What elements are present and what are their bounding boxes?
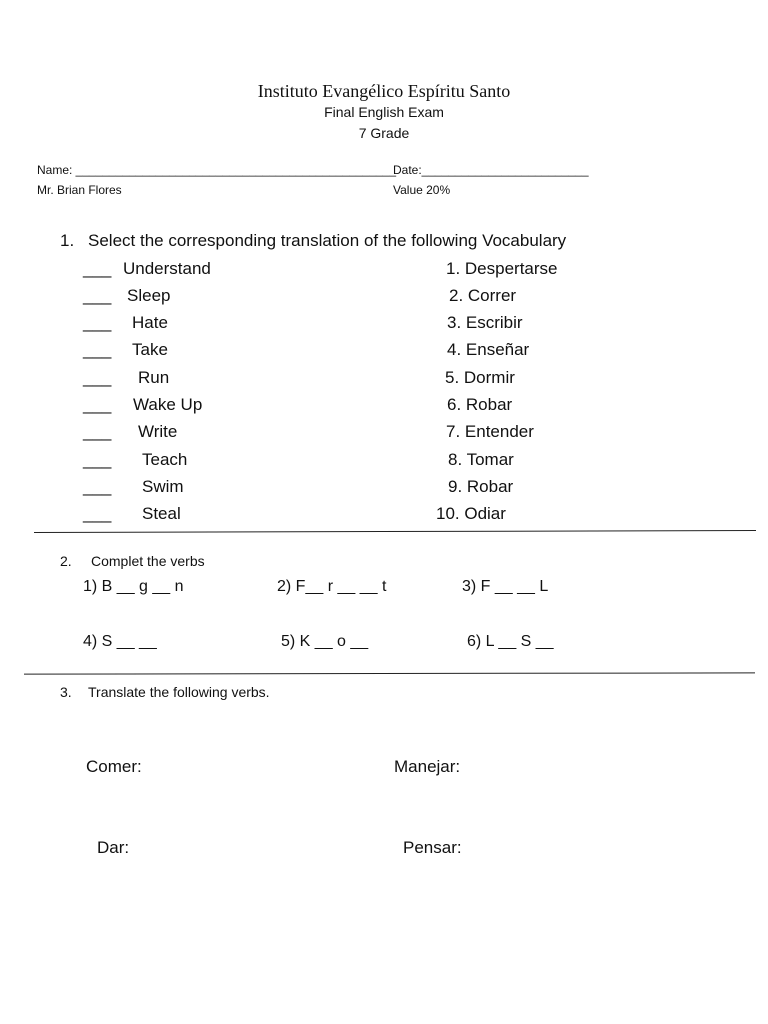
answer-blank: ___ [83, 259, 112, 278]
verb-fill-item: 6) L __ S __ [467, 633, 554, 650]
section1-title: Select the corresponding translation of the following Vocabulary [88, 231, 567, 250]
verb-fill-item: 1) B __ g __ n [83, 578, 184, 595]
vocab-spanish: 6. Robar [447, 395, 513, 414]
vocab-spanish: 9. Robar [448, 477, 514, 496]
section2-title: Complet the verbs [91, 553, 205, 569]
vocab-spanish: 10. Odiar [436, 504, 506, 523]
translate-verb: Comer: [86, 757, 142, 776]
school-name: Instituto Evangélico Espíritu Santo [257, 81, 511, 101]
vocab-spanish: 8. Tomar [448, 450, 514, 469]
vocab-english: Teach [142, 450, 188, 469]
vocab-english: Hate [132, 313, 168, 332]
answer-blank: ___ [83, 368, 112, 387]
answer-blank: ___ [83, 504, 112, 523]
verb-fill-item: 2) F__ r __ __ t [277, 578, 387, 595]
section1-number: 1. [60, 231, 75, 250]
vocab-english: Swim [142, 477, 184, 496]
answer-blank: ___ [83, 422, 112, 441]
vocab-english: Take [132, 340, 168, 359]
vocab-spanish: 2. Correr [449, 286, 517, 305]
section2-number: 2. [60, 553, 72, 569]
answer-blank: ___ [83, 313, 112, 332]
answer-blank: ___ [83, 450, 112, 469]
verb-fill-item: 4) S __ __ [83, 633, 157, 650]
exam-title: Final English Exam [324, 104, 444, 120]
date-field: Date:_________________________ [393, 163, 589, 177]
translate-verb: Dar: [97, 838, 130, 857]
vocab-spanish: 3. Escribir [447, 313, 523, 332]
vocab-english: Steal [142, 504, 181, 523]
answer-blank: ___ [83, 340, 112, 359]
section3-title: Translate the following verbs. [88, 684, 270, 700]
answer-blank: ___ [83, 286, 112, 305]
vocab-spanish: 5. Dormir [445, 368, 515, 387]
vocab-english: Understand [123, 259, 211, 278]
section3-number: 3. [60, 684, 72, 700]
translate-verb: Pensar: [403, 838, 462, 857]
verb-fill-item: 5) K __ o __ [281, 633, 369, 650]
teacher-name: Mr. Brian Flores [37, 183, 122, 197]
vocab-spanish: 4. Enseñar [447, 340, 530, 359]
name-field: Name: ________________________________________________ [37, 163, 397, 177]
grade-label: 7 Grade [358, 125, 410, 141]
translate-verb: Manejar: [394, 757, 461, 776]
answer-blank: ___ [83, 477, 112, 496]
vocab-english: Run [138, 368, 170, 387]
section-divider [34, 530, 756, 533]
vocab-english: Sleep [127, 286, 171, 305]
vocab-english: Wake Up [133, 395, 203, 414]
vocab-english: Write [138, 422, 178, 441]
vocab-spanish: 7. Entender [446, 422, 534, 441]
exam-value: Value 20% [393, 183, 451, 197]
answer-blank: ___ [83, 395, 112, 414]
section-divider [24, 672, 755, 674]
verb-fill-item: 3) F __ __ L [462, 578, 549, 595]
vocab-spanish: 1. Despertarse [446, 259, 558, 278]
